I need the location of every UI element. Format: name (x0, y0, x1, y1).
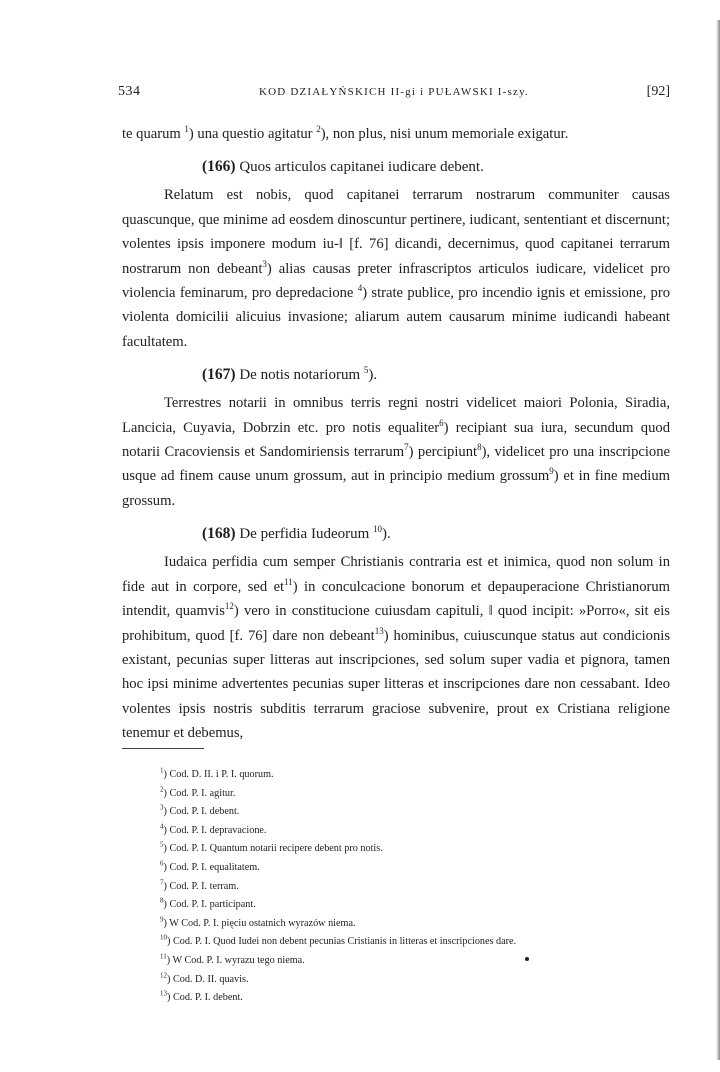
footnote-text: ) Cod. P. I. equalitatem. (163, 861, 260, 873)
footnote-mark: 8 (160, 896, 164, 905)
footnote (160, 989, 680, 1008)
footnote-mark: 10 (160, 933, 167, 942)
footnote-text: ) Cod. P. I. Quantum notarii recipere debent pro notis. (163, 843, 383, 855)
footnote-ref: 13 (374, 625, 384, 636)
footnote-text: ) W Cod. P. I. wyrazu tego niema. (166, 954, 305, 966)
footnote-ref: 4 (357, 283, 363, 294)
section-heading-166 (122, 155, 670, 179)
text-run: ). (368, 367, 378, 384)
footnote-mark: 2 (160, 785, 164, 794)
footnote-mark: 13 (160, 989, 167, 998)
footnote-rule (122, 748, 204, 749)
section-title: Quos articulos capitanei iudicare debent. (239, 159, 484, 176)
text-run: ), videlicet pro una inscripcione usque ad finem cause unum grossum, aut in principio medium grossum (122, 444, 670, 485)
footnote (160, 785, 680, 804)
text-run: ), non plus, nisi unum memoriale exigatur. (320, 126, 569, 142)
footnote (160, 915, 680, 934)
footnote-mark: 3 (160, 803, 164, 812)
footnote-ref: 10 (373, 524, 383, 535)
text-run: ) in conculcacione bonorum et depauperacione Christianorum intendit, quamvis (122, 578, 670, 620)
footnote-text: ) Cod. P. I. Quod Iudei non debent pecunias Cristianis in litteras et inscripciones dare. (167, 936, 517, 948)
bracket-page-number: [92] (646, 84, 670, 99)
footnote (160, 766, 680, 785)
footnote-ref: 12 (224, 601, 234, 612)
text-run: ) strate publice, pro incendio ignis et emissione, pro violenta domicilii alicuius invasione; aliarum autem causarum minime iudicandi habeant facultatem. (122, 285, 670, 350)
footnote-mark: 1 (160, 766, 164, 775)
section-number: (167) (202, 366, 236, 384)
section-title: De perfidia Iudeorum (239, 526, 374, 543)
footnote-ref: 9 (549, 466, 554, 477)
footnote (160, 896, 680, 915)
text-run: ) et in fine medium grossum. (122, 468, 670, 509)
section-number: (168) (202, 525, 236, 543)
text-run: te quarum (122, 126, 185, 142)
page-number: 534 (118, 84, 141, 99)
footnote-text: ) Cod. P. I. agitur. (163, 787, 236, 799)
footnote (160, 878, 680, 897)
section-heading-168 (122, 522, 670, 546)
footnotes (160, 766, 680, 1008)
section-title: De notis notariorum (239, 367, 364, 384)
footnote-text: ) Cod. D. II. i P. I. quorum. (163, 769, 274, 780)
page-header (118, 80, 670, 100)
paragraph-167 (122, 391, 670, 513)
footnote (160, 952, 680, 971)
text-run: ) vero in constitucione cuiusdam capituli, ‖ quod incipit: »Porro«, sit eis prohibitum, quod [f. 76] dare non debeant (122, 603, 670, 644)
footnote-ref: 8 (477, 442, 482, 453)
text-run: Relatum est nobis, quod capitanei terrarum nostrarum communiter causas quascunque, que minime ad eosdem dinoscuntur pertinere, iudicant, sententiant et discernunt; volentes ipsis imponere modum iu-‖ [f. 76] dicandi, decernimus, quod capitanei terrarum nostrarum non debeant (122, 187, 670, 277)
main-text (122, 122, 670, 746)
footnote-ref: 11 (284, 576, 293, 587)
footnote-mark: 7 (160, 878, 164, 887)
footnote (160, 822, 680, 841)
text-run: Iudaica perfidia cum semper Christianis contraria est et inimica, quod non solum in fide aut in corpore, sed et (122, 554, 670, 595)
footnote-ref: 3 (262, 258, 267, 269)
footnote (160, 971, 680, 990)
footnote (160, 933, 680, 952)
footnote-ref: 5 (363, 365, 369, 376)
footnote-mark: 12 (160, 971, 167, 980)
paragraph-166 (122, 183, 670, 354)
footnote-ref: 6 (439, 417, 444, 428)
ink-speck (525, 957, 529, 961)
footnote-mark: 6 (160, 859, 164, 868)
footnote-mark: 11 (160, 952, 167, 961)
footnote-ref: 7 (404, 442, 409, 453)
footnote-text: ) Cod. P. I. depravacione. (163, 824, 267, 836)
section-heading-167 (122, 363, 670, 387)
paragraph-168 (122, 550, 670, 745)
running-title: KOD DZIAŁYŃSKICH II-gi i PUŁAWSKI I-szy. (258, 86, 530, 98)
footnote (160, 803, 680, 822)
text-run: ) percipiunt (408, 444, 478, 461)
footnote-text: ) Cod. P. I. debent. (163, 806, 240, 818)
footnote-ref: 2 (316, 124, 321, 135)
footnote-ref: 1 (184, 124, 189, 135)
text-run: ). (382, 526, 391, 543)
footnote-text: ) Cod. P. I. terram. (163, 880, 239, 892)
footnote-mark: 5 (160, 840, 164, 849)
footnote (160, 859, 680, 878)
text-run: ) alias causas preter infrascriptos articulos iudicare, videlicet pro violencia feminarum, pro depredacione (122, 260, 670, 302)
text-run: Terrestres notarii in omnibus terris regni nostri videlicet maiori Polonia, Siradia, Lancicia, Cuyavia, Dobrzin etc. pro notis equaliter (122, 395, 670, 436)
footnote-mark: 9 (160, 915, 164, 924)
section-number: (166) (202, 158, 236, 176)
text-run: ) una questio agitatur (188, 126, 317, 142)
text-run: ) hominibus, cuiuscunque status aut condicionis existant, pecunias super litteras aut inscripciones, sed solum super vadia et pignora, tamen hoc ipsi minime advertentes pecunias super litteras et inscripciones dare non cessabant. Ideo volentes ipsis nostris subditis terrarum graciose subvenire, prout ex Cristiana religione tenemur et debemus, (122, 627, 670, 742)
footnote (160, 840, 680, 859)
footnote-text: ) W Cod. P. I. pięciu ostatnich wyrazów niema. (163, 917, 356, 929)
continuation-paragraph (122, 122, 670, 146)
footnote-text: ) Cod. P. I. debent. (167, 992, 243, 1004)
footnote-text: ) Cod. P. I. participant. (163, 899, 256, 911)
text-run: ) recipiant sua iura, secundum quod notarii Cracoviensis et Sandomiriensis terrarum (122, 419, 670, 461)
page-edge-shadow (716, 20, 720, 1060)
footnote-text: ) Cod. D. II. quavis. (167, 973, 249, 985)
footnote-mark: 4 (160, 822, 164, 831)
